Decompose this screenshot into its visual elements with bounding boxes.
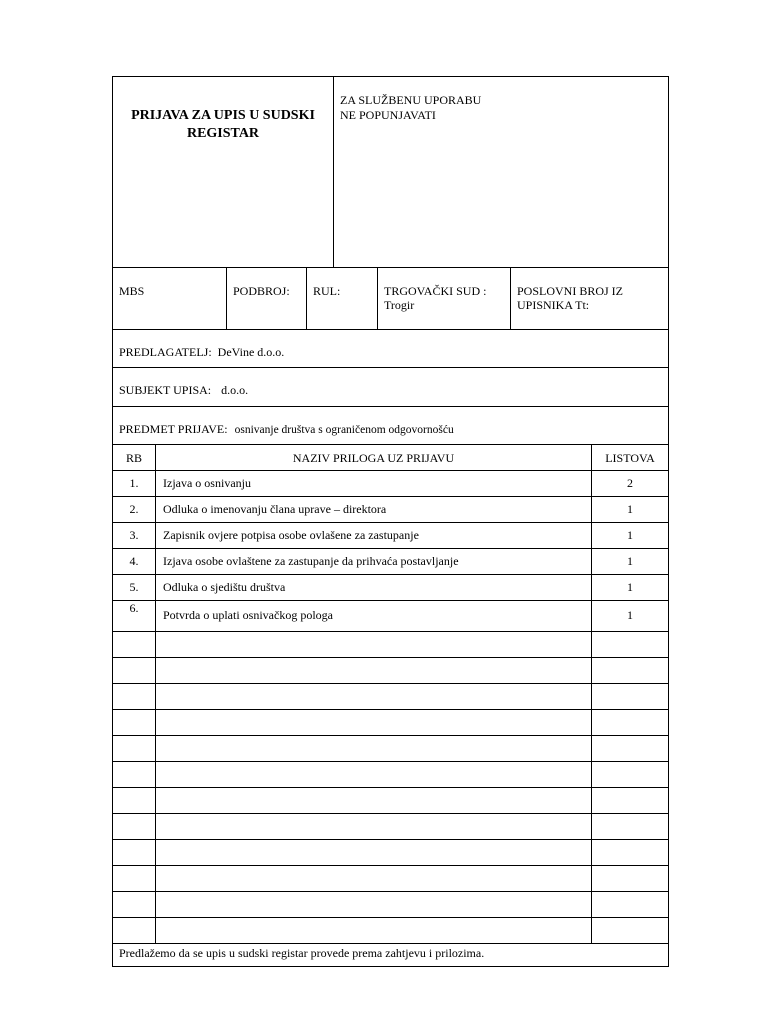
- attachment-name: [156, 814, 592, 839]
- table-row[interactable]: [113, 788, 668, 814]
- subject-value: d.o.o.: [221, 383, 249, 397]
- row-number: [113, 866, 156, 891]
- attachment-name: Izjava o osnivanju: [156, 471, 592, 496]
- sheet-count: [592, 840, 668, 865]
- attachment-name: Izjava osobe ovlaštene za zastupanje da prihvaća postavljanje: [156, 549, 592, 574]
- proposer-row[interactable]: [113, 330, 668, 368]
- table-row[interactable]: [113, 892, 668, 918]
- registration-form: [112, 76, 669, 967]
- court-label: TRGOVAČKI SUD :: [384, 284, 487, 298]
- row-number: [113, 710, 156, 735]
- table-row[interactable]: [113, 710, 668, 736]
- form-footer-note: [113, 941, 668, 966]
- court-value: Trogir: [384, 298, 415, 312]
- row-number: 6.: [113, 601, 156, 631]
- podbroj-field[interactable]: [227, 268, 307, 329]
- row-number: [113, 632, 156, 657]
- case-number-label-2: UPISNIKA Tt:: [517, 298, 590, 312]
- attachment-name: [156, 632, 592, 657]
- table-row[interactable]: [113, 471, 668, 497]
- sheet-count: 1: [627, 554, 633, 568]
- attachment-name: Potvrda o uplati osnivačkog pologa: [156, 601, 592, 631]
- row-number: 3.: [113, 523, 156, 548]
- subject-row[interactable]: [113, 368, 668, 407]
- matter-label: PREDMET PRIJAVE:: [119, 422, 228, 436]
- row-number: [113, 840, 156, 865]
- mbs-field[interactable]: [113, 268, 227, 329]
- sheet-count: [592, 762, 668, 787]
- mbs-label: MBS: [119, 284, 145, 298]
- column-header-name: NAZIV PRILOGA UZ PRIJAVU: [156, 445, 592, 470]
- table-row[interactable]: [113, 840, 668, 866]
- sheet-count: [592, 788, 668, 813]
- official-use-cell: [334, 77, 668, 267]
- attachment-name: [156, 788, 592, 813]
- row-number: [113, 762, 156, 787]
- row-number: [113, 918, 156, 943]
- attachment-name: [156, 840, 592, 865]
- case-number-label-1: POSLOVNI BROJ IZ: [517, 284, 624, 298]
- row-number: 2.: [113, 497, 156, 522]
- attachment-name: [156, 866, 592, 891]
- row-number: [113, 658, 156, 683]
- table-row[interactable]: [113, 736, 668, 762]
- case-number-field[interactable]: [511, 268, 668, 329]
- sheet-count: 1: [627, 580, 633, 594]
- court-field[interactable]: [378, 268, 511, 329]
- row-number: 1.: [113, 471, 156, 496]
- row-number: [113, 736, 156, 761]
- row-number: [113, 788, 156, 813]
- table-row[interactable]: [113, 658, 668, 684]
- attachment-name: [156, 762, 592, 787]
- sheet-count: [592, 918, 668, 943]
- table-header-row: [113, 445, 668, 471]
- proposer-value: DeVine d.o.o.: [217, 345, 285, 359]
- attachment-name: [156, 710, 592, 735]
- form-title: PRIJAVA ZA UPIS U SUDSKI REGISTAR: [131, 108, 315, 141]
- attachment-name: Zapisnik ovjere potpisa osobe ovlašene za zastupanje: [156, 523, 592, 548]
- row-number: 5.: [113, 575, 156, 600]
- row-number: 4.: [113, 549, 156, 574]
- attachment-name: [156, 684, 592, 709]
- attachment-name: Odluka o imenovanju člana uprave – direktora: [156, 497, 592, 522]
- sheet-count: [592, 632, 668, 657]
- official-use-label: ZA SLUŽBENU UPORABU: [340, 93, 482, 107]
- row-number: [113, 684, 156, 709]
- table-row[interactable]: [113, 601, 668, 632]
- form-title-cell: [113, 77, 334, 267]
- attachment-name: [156, 658, 592, 683]
- sheet-count: 2: [627, 476, 633, 490]
- form-header: [113, 77, 668, 268]
- footer-text: Predlažemo da se upis u sudski registar provede prema zahtjevu i prilozima.: [119, 946, 485, 960]
- podbroj-label: PODBROJ:: [233, 284, 290, 298]
- sheet-count: 1: [627, 608, 633, 622]
- table-row[interactable]: [113, 549, 668, 575]
- sheet-count: [592, 814, 668, 839]
- do-not-fill-label: NE POPUNJAVATI: [340, 108, 436, 122]
- attachment-name: [156, 736, 592, 761]
- attachment-name: [156, 918, 592, 943]
- matter-row[interactable]: [113, 407, 668, 445]
- table-row[interactable]: [113, 632, 668, 658]
- column-header-count: LISTOVA: [605, 451, 655, 465]
- table-row[interactable]: [113, 575, 668, 601]
- table-row[interactable]: [113, 523, 668, 549]
- table-row[interactable]: [113, 762, 668, 788]
- sheet-count: [592, 684, 668, 709]
- table-row[interactable]: [113, 814, 668, 840]
- sheet-count: [592, 710, 668, 735]
- attachment-name: [156, 892, 592, 917]
- rul-field[interactable]: [307, 268, 378, 329]
- proposer-label: PREDLAGATELJ:: [119, 345, 212, 359]
- sheet-count: [592, 658, 668, 683]
- sheet-count: [592, 736, 668, 761]
- row-number: [113, 892, 156, 917]
- column-header-rb: RB: [113, 445, 156, 470]
- table-row[interactable]: [113, 497, 668, 523]
- sheet-count: 1: [627, 528, 633, 542]
- matter-value: osnivanje društva s ograničenom odgovornošću: [234, 424, 454, 436]
- attachment-name: Odluka o sjedištu društva: [156, 575, 592, 600]
- sheet-count: 1: [627, 502, 633, 516]
- register-row: [113, 268, 668, 330]
- sheet-count: [592, 866, 668, 891]
- row-number: [113, 814, 156, 839]
- table-row[interactable]: [113, 684, 668, 710]
- table-row[interactable]: [113, 866, 668, 892]
- rul-label: RUL:: [313, 284, 341, 298]
- sheet-count: [592, 892, 668, 917]
- subject-label: SUBJEKT UPISA:: [119, 383, 212, 397]
